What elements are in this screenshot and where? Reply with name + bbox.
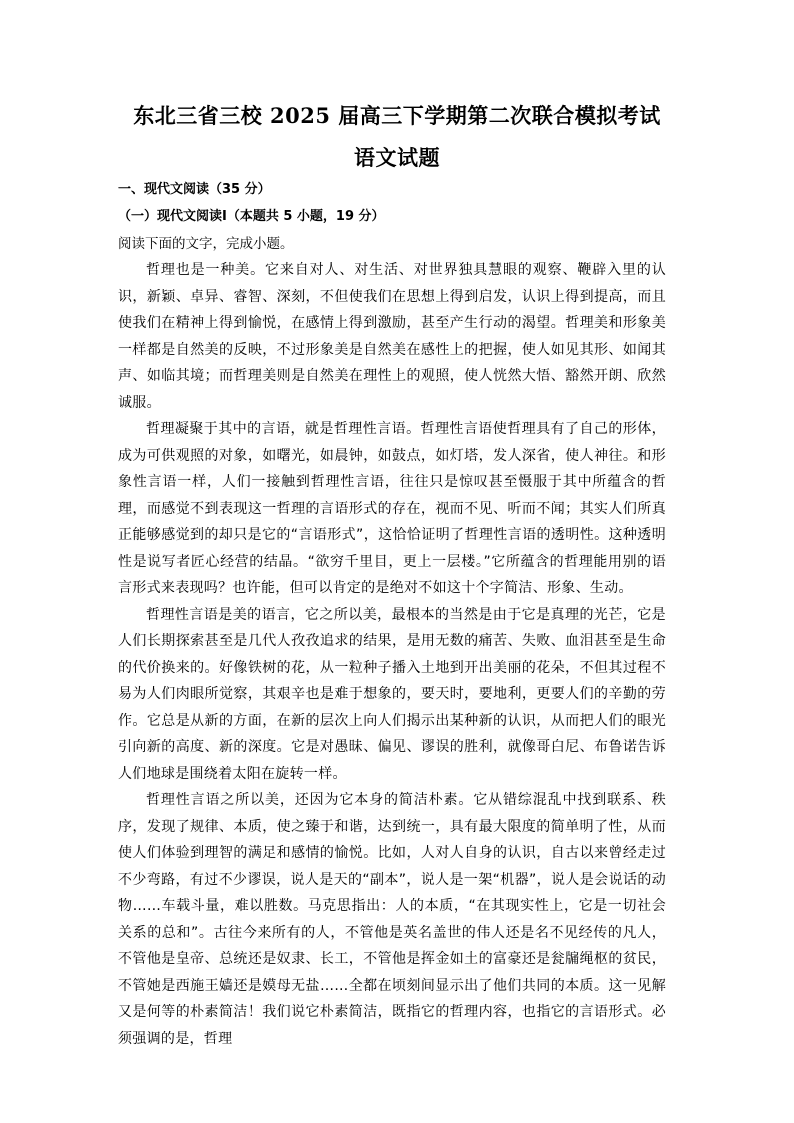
article-paragraph-3: 哲理性言语是美的语言，它之所以美，最根本的当然是由于它是真理的光芒，它是人们长期探索甚至是几代人孜孜追求的结果，是用无数的痛苦、失败、血泪甚至是生命的代价换来的。好像铁树的花，从一粒种子播入土地到开出美丽的花朵，不但其过程不易为人们肉眼所觉察，其艰辛也是难于想象的，要天时，要地利，更要人们的辛勤的劳作。它总是从新的方面，在新的层次上向人们揭示出某种新的认识，从而把人们的眼光引向新的高度、新的深度。它是对愚昧、偏见、谬误的胜利，就像哥白尼、布鲁诺告诉人们地球是围绕着太阳在旋转一样。 [118, 606, 666, 782]
article-body [118, 257, 666, 1052]
article-paragraph-2: 哲理凝聚于其中的言语，就是哲理性言语。哲理性言语使哲理具有了自己的形体，成为可供观照的对象，如曙光，如晨钟，如鼓点，如灯塔，发人深省，使人神往。和形象性言语一样，人们一接触到哲理性言语，往往只是惊叹甚至慑服于其中所蕴含的哲理，而感觉不到表现这一哲理的言语形式的存在，视而不见、听而不闻；其实人们所真正能够感觉到的却只是它的“言语形式”，这恰恰证明了哲理性言语的透明性。这种透明性是说写者匠心经营的结晶。“欲穷千里目，更上一层楼。”它所蕴含的哲理能用别的语言形式来表现吗？也许能，但可以肯定的是绝对不如这十个字简洁、形象、生动。 [118, 421, 666, 596]
exam-title: 东北三省三校 2025 届高三下学期第二次联合模拟考试 [133, 103, 661, 128]
exam-subtitle: 语文试题 [354, 145, 440, 170]
section-heading-1: 一、现代文阅读（35 分） [118, 182, 271, 197]
reading-instruction: 阅读下面的文字，完成小题。 [118, 236, 294, 252]
article-paragraph-4: 哲理性言语之所以美，还因为它本身的简洁朴素。它从错综混乱中找到联系、秩序，发现了规律、本质，使之臻于和谐，达到统一，具有最大限度的简单明了性，从而使人们体验到理智的满足和感情的愉悦。比如，人对人自身的认识，自古以来曾经走过不少弯路，有过不少谬误，说人是天的“副本”，说人是一架“机器”，说人是会说话的动物……车载斗量，难以胜数。马克思指出：人的本质，“在其现实性上，它是一切社会关系的总和”。古往今来所有的人，不管他是英名盖世的伟人还是名不见经传的凡人，不管他是皇帝、总统还是奴隶、长工，不管他是挥金如土的富豪还是瓮牖绳枢的贫民，不管她是西施王嫱还是嫫母无盐……全都在顷刻间显示出了他们共同的本质。这一见解又是何等的朴素简洁！我们说它朴素简洁，既指它的哲理内容，也指它的言语形式。必须强调的是，哲理 [118, 792, 666, 1047]
article-paragraph-1: 哲理也是一种美。它来自对人、对生活、对世界独具慧眼的观察、鞭辟入里的认识，新颖、卓异、睿智、深刻，不但使我们在思想上得到启发，认识上得到提高，而且使我们在精神上得到愉悦，在感情上得到激励，甚至产生行动的渴望。哲理美和形象美一样都是自然美的反映，不过形象美是自然美在感性上的把握，使人如见其形、如闻其声、如临其境；而哲理美则是自然美在理性上的观照，使人恍然大悟、豁然开朗、欣然诚服。 [118, 262, 666, 411]
section-heading-1-1: （一）现代文阅读Ⅰ（本题共 5 小题，19 分） [118, 209, 385, 224]
